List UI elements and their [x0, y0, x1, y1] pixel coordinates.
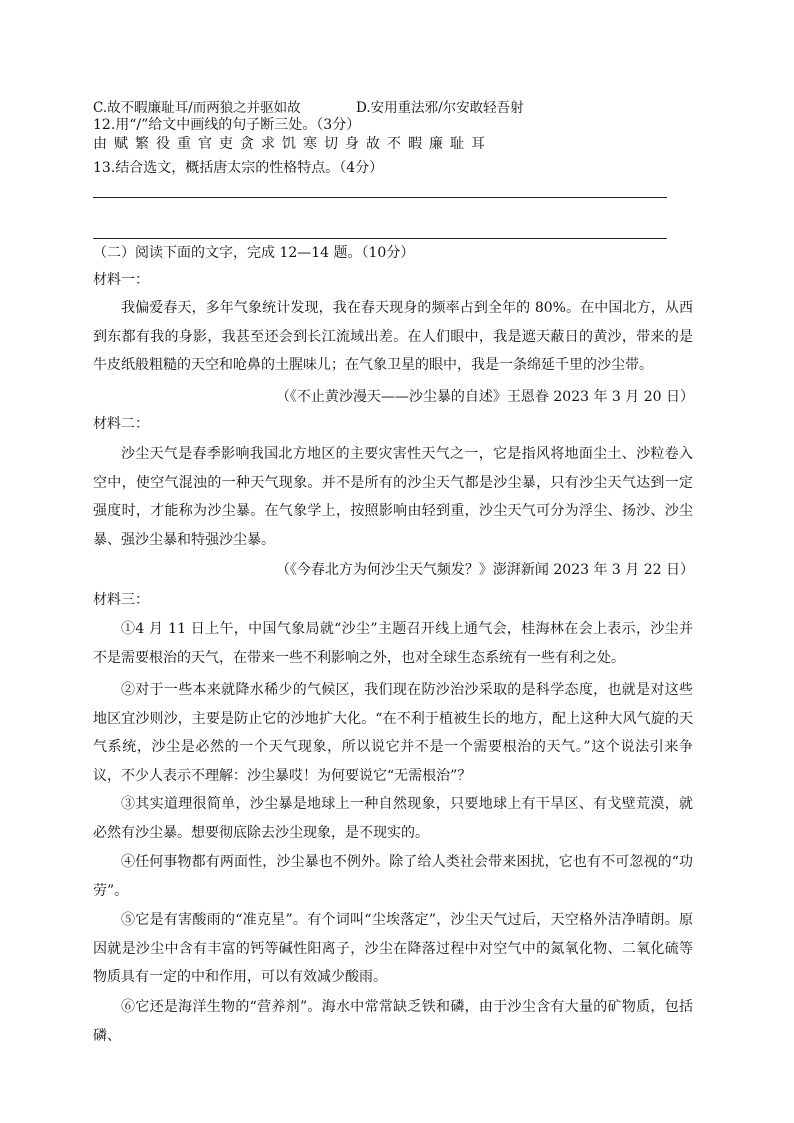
material-2-text: 沙尘天气是春季影响我国北方地区的主要灾害性天气之一，它是指风将地面尘土、沙粒卷入空中，使空气混浊的一种天气现象。并不是所有的沙尘天气都是沙尘暴，只有沙尘天气达到一定强度时，才能称为沙尘暴。在气象学上，按照影响由轻到重，沙尘天气可分为浮尘、扬沙、沙尘暴、强沙尘暴和特强沙尘暴。: [93, 446, 693, 548]
material-3-label: 材料三：: [93, 592, 149, 608]
q13-prompt: 13.结合选文，概括唐太宗的性格特点。（4分）: [93, 160, 384, 176]
answer-line-1[interactable]: [93, 197, 667, 198]
q11-option-c: C.故不暇廉耻耳/而两狼之并驱如故: [93, 100, 301, 116]
material-1-label: 材料一：: [93, 272, 149, 288]
material-3-para-6: ⑥它还是海洋生物的“营养剂”。海水中常常缺乏铁和磷，由于沙尘含有大量的矿物质，包括磷、: [93, 999, 693, 1044]
section2-heading: （二）阅读下面的文字，完成 12—14 题。（10分）: [93, 245, 415, 261]
material-1-text: 我偏爱春天，多年气象统计发现，我在春天现身的频率占到全年的 80%。在中国北方，从西到东都有我的身影，我甚至还会到长江流域出差。在人们眼中，我是遮天蔽日的黄沙，带来的是牛皮纸般粗糙的天空和呛鼻的土腥味儿；在气象卫星的眼中，我是一条绵延千里的沙尘带。: [93, 300, 693, 373]
material-3-para-2: ②对于一些本来就降水稀少的气候区，我们现在防沙治沙采取的是科学态度，也就是对这些地区宜沙则沙，主要是防止它的沙地扩大化。“在不利于植被生长的地方，配上这种大风气旋的天气系统，沙尘是必然的一个天气现象，所以说它并不是一个需要根治的天气。”这个说法引来争议，不少人表示不理解：沙尘暴哎！为何要说它“无需根治”？: [93, 682, 693, 784]
material-3-para-3: ③其实道理很简单，沙尘暴是地球上一种自然现象，只要地球上有干旱区、有戈壁荒漠，就必然有沙尘暴。想要彻底除去沙尘现象，是不现实的。: [93, 796, 693, 841]
material-1-source: （《不止黄沙漫天——沙尘暴的自述》王恩眷 2023 年 3 月 20 日）: [275, 389, 694, 405]
answer-line-2[interactable]: [93, 238, 667, 239]
q12-sentence: 由赋繁役重官吏贪求饥寒切身故不暇廉耻耳: [93, 136, 492, 152]
material-3-para-5: ⑤它是有害酸雨的“准克星”。有个词叫“尘埃落定”，沙尘天气过后，天空格外洁净晴朗。原因就是沙尘中含有丰富的钙等碱性阳离子，沙尘在降落过程中对空气中的氮氧化物、二氧化硫等物质具有一定的中和作用，可以有效减少酸雨。: [93, 912, 693, 985]
material-2-source: （《今春北方为何沙尘天气频发？》澎湃新闻 2023 年 3 月 22 日）: [275, 562, 694, 578]
material-3-para-4: ④任何事物都有两面性，沙尘暴也不例外。除了给人类社会带来困扰，它也有不可忽视的“功劳”。: [93, 854, 693, 899]
q12-prompt: 12.用“/”给文中画线的句子断三处。（3分）: [93, 117, 361, 133]
material-3-para-1: ①4 月 11 日上午，中国气象局就“沙尘”主题召开线上通气会，桂海林在会上表示，沙尘并不是需要根治的天气，在带来一些不利影响之外，也对全球生态系统有一些有利之处。: [93, 621, 693, 666]
material-2-label: 材料二：: [93, 416, 149, 432]
q11-option-d: D.安用重法邪/尔安敢轻吾射: [356, 100, 524, 116]
